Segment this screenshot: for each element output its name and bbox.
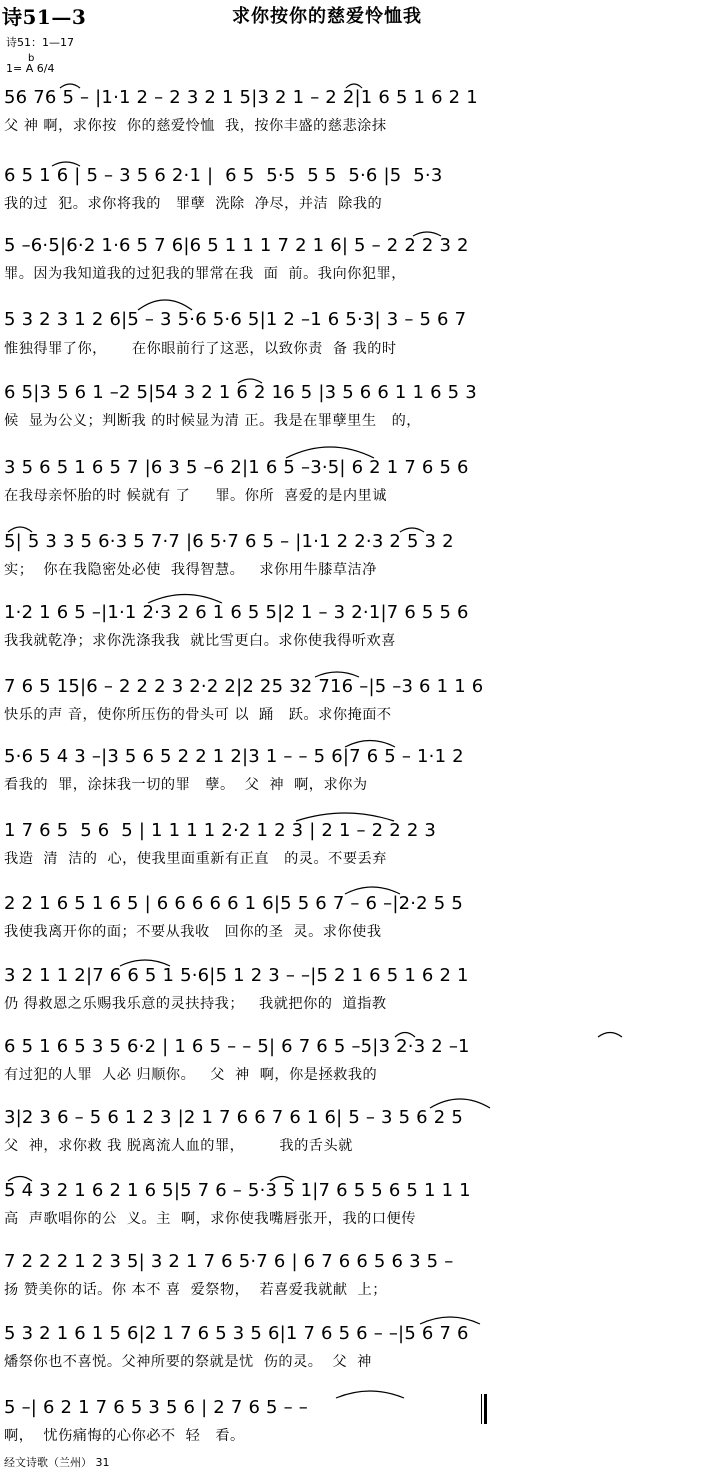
lyric-line: 实； 你在我隐密处必使 我得智慧。 求你用牛膝草洁净	[4, 562, 377, 578]
notation-line: 5 –6·5|6·2 1·6 5 7 6|6 5 1 1 1 7 2 1 6| 5 – 2 2 2 3 2	[4, 235, 469, 256]
notation-line: 5·6 5 4 3 –|3 5 6 5 2 2 1 2|3 1 – – 5 6|7 6 5 – 1·1 2	[4, 746, 464, 767]
page-title: 诗51—3	[2, 5, 87, 29]
lyric-line: 惟独得罪了你， 在你眼前行了这恶，以致你责 备 我的时	[4, 341, 397, 357]
notation-line: 3 5 6 5 1 6 5 7 |6 3 5 –6 2|1 6 5 –3·5| 6 2 1 7 6 5 6	[4, 457, 469, 478]
scripture-reference: 诗51：1—17	[6, 36, 74, 49]
lyric-line: 候 显为公义；判断我 的时候显为清 正。我是在罪孽里生 的，	[4, 413, 421, 429]
lyric-line: 在我母亲怀胎的时 候就有 了 罪。你所 喜爱的是内里诚	[4, 488, 387, 504]
notation-line: 1·2 1 6 5 –|1·1 2·3 2 6 1 6 5 5|2 1 – 3 2·1|7 6 5 5 6	[4, 602, 469, 623]
notation-line: 3 2 1 1 2|7 6 6 5 1 5·6|5 1 2 3 – –|5 2 1 6 5 1 6 2 1	[4, 965, 469, 986]
lyric-line: 我我就乾净；求你洗涤我我 就比雪更白。求你使我得听欢喜	[4, 633, 396, 649]
lyric-line: 高 声歌唱你的公 义。主 啊，求你使我嘴唇张开，我的口便传	[4, 1211, 416, 1227]
slur	[598, 1033, 622, 1038]
notation-line: 1 7 6 5 5 6 5 | 1 1 1 1 2·2 1 2 3 | 2 1 – 2 2 2 3	[4, 820, 437, 841]
lyric-line: 父 神，求你救 我 脱离流人血的罪， 我的舌头就	[4, 1138, 353, 1154]
notation-line: 6 5|3 5 6 1 –2 5|54 3 2 1 6 2 16 5 |3 5 6 6 1 1 6 5 3	[4, 382, 477, 403]
final-barline	[481, 1394, 487, 1424]
lyric-line: 父 神 啊，求你按 你的慈爱怜恤 我，按你丰盛的慈悲涂抹	[4, 118, 387, 134]
song-title: 求你按你的慈爱怜恤我	[232, 6, 422, 27]
notation-line: 6 5 1 6 | 5 – 3 5 6 2·1 | 6 5 5·5 5 5 5·6 |5 5·3	[4, 165, 443, 186]
notation-line: 5 4 3 2 1 6 2 1 6 5|5 7 6 – 5·3 5 1|7 6 5 5 6 5 1 1 1	[4, 1180, 471, 1201]
notation-line: 7 6 5 15|6 – 2 2 2 3 2·2 2|2 25 32 716 –|5 –3 6 1 1 6	[4, 676, 484, 697]
footer-caption: 经文诗歌（兰州） 31	[4, 1456, 110, 1469]
lyric-line: 有过犯的人罪 人必 归顺你。 父 神 啊，你是拯救我的	[4, 1067, 378, 1083]
notation-line: 7 2 2 2 1 2 3 5| 3 2 1 7 6 5·7 6 | 6 7 6 6 5 6 3 5 –	[4, 1251, 454, 1272]
lyric-line: 我的过 犯。求你将我的 罪孽 洗除 净尽，并洁 除我的	[4, 196, 383, 212]
notation-line: 5 3 2 3 1 2 6|5 – 3 5·6 5·6 5|1 2 –1 6 5·3| 3 – 5 6 7	[4, 309, 467, 330]
lyric-line: 罪。因为我知道我的过犯我的罪常在我 面 前。我向你犯罪，	[4, 266, 406, 282]
lyric-line: 快乐的声 音，使你所压伤的骨头可 以 踊 跃。求你掩面不	[4, 707, 392, 723]
slur	[336, 1391, 404, 1398]
notation-line: 3|2 3 6 – 5 6 1 2 3 |2 1 7 6 6 7 6 1 6| 5 – 3 5 6 2 5	[4, 1107, 463, 1128]
notation-line: 5 –| 6 2 1 7 6 5 3 5 6 | 2 7 6 5 – –	[4, 1397, 308, 1418]
notation-line: 5 3 2 1 6 1 5 6|2 1 7 6 5 3 5 6|1 7 6 5 6 – –|5 6 7 6	[4, 1323, 469, 1344]
lyric-line: 仍 得救恩之乐赐我乐意的灵扶持我； 我就把你的 道指教	[4, 996, 387, 1012]
lyric-line: 我造 清 洁的 心，使我里面重新有正直 的灵。不要丢弃	[4, 851, 387, 867]
lyric-line: 我使我离开你的面；不要从我收 回你的圣 灵。求你使我	[4, 924, 382, 940]
notation-line: 56 76 5 – |1·1 2 – 2 3 2 1 5|3 2 1 – 2 2|1 6 5 1 6 2 1	[4, 87, 478, 108]
lyric-line: 看我的 罪，涂抹我一切的罪 孽。 父 神 啊，求你为	[4, 777, 368, 793]
lyric-line: 扬 赞美你的话。你 本不 喜 爱祭物， 若喜爱我就献 上；	[4, 1282, 387, 1298]
key-signature: 1= A 6/4	[6, 62, 55, 75]
notation-line: 5| 5 3 3 5 6·3 5 7·7 |6 5·7 6 5 – |1·1 2 2·3 2 5 3 2	[4, 531, 454, 552]
lyric-line: 啊， 忧伤痛悔的心你必不 轻 看。	[4, 1428, 245, 1444]
flat-sign: b	[28, 53, 35, 64]
notation-line: 2 2 1 6 5 1 6 5 | 6 6 6 6 6 1 6|5 5 6 7 – 6 –|2·2 5 5	[4, 893, 463, 914]
notation-line: 6 5 1 6 5 3 5 6·2 | 1 6 5 – – 5| 6 7 6 5 –5|3 2·3 2 –1	[4, 1036, 470, 1057]
lyric-line: 燔祭你也不喜悦。父神所要的祭就是忧 伤的灵。 父 神	[4, 1354, 372, 1370]
